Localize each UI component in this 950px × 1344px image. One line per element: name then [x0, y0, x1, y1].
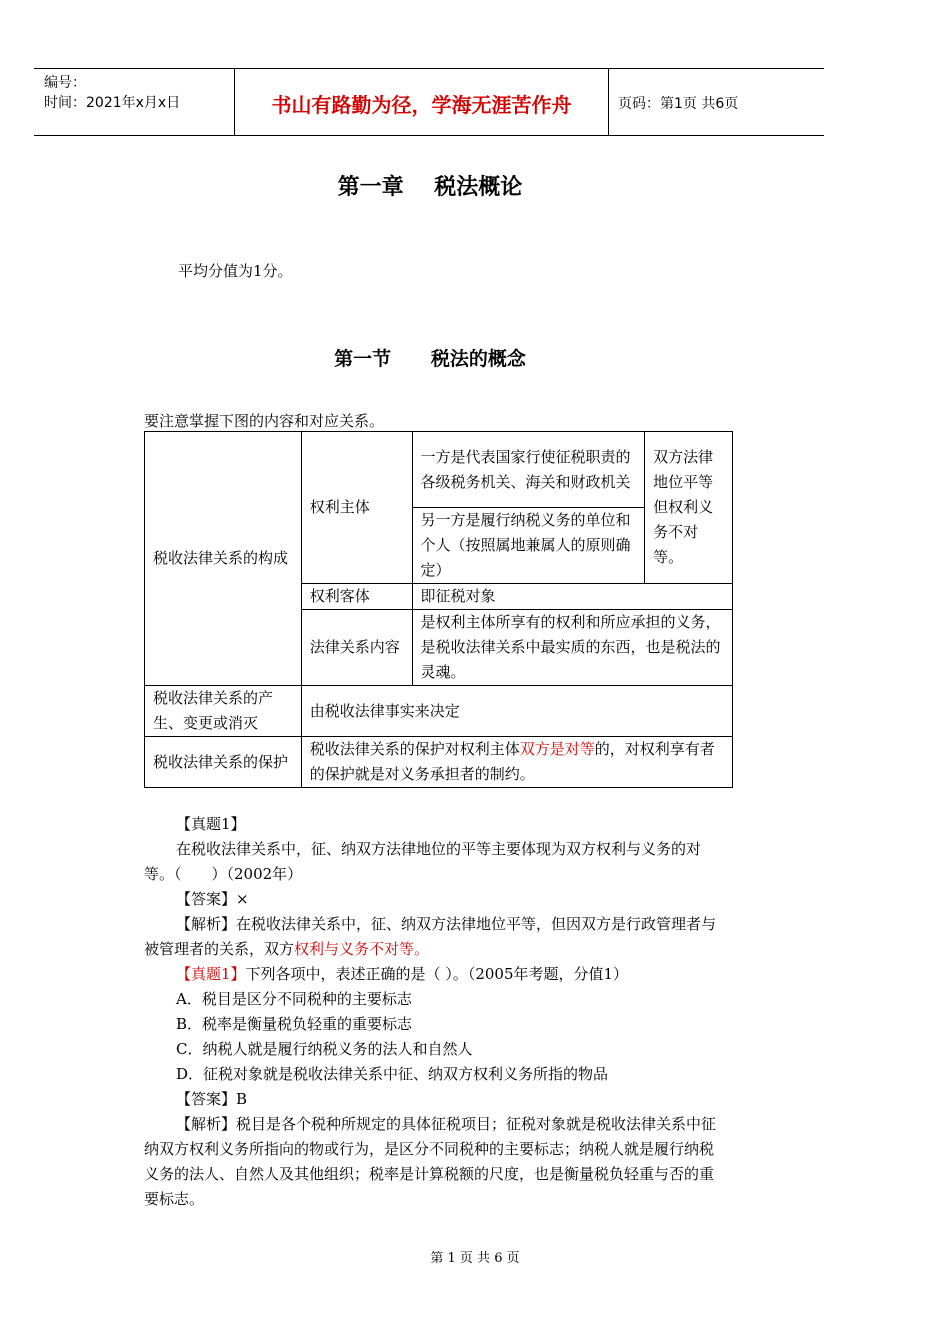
header-divider [608, 69, 609, 136]
q2-label: 【真题1】 [176, 965, 246, 983]
cell-composition: 税收法律关系的构成 [145, 432, 302, 686]
q1-analysis-red: 权利与义务不对等。 [294, 940, 430, 958]
q2-option: C．纳税人就是履行纳税义务的法人和自然人 [176, 1040, 473, 1058]
cell-protect-value [301, 737, 732, 788]
average-score: 平均分值为1分。 [178, 262, 293, 280]
header-page-label: 页码：第1页 共6页 [618, 96, 739, 112]
protect-text-red: 双方是对等 [519, 740, 595, 758]
q2-answer: 【答案】B [176, 1090, 248, 1108]
cell-change: 税收法律关系的产生、变更或消灭 [145, 686, 302, 737]
q2-option: A．税目是区分不同税种的主要标志 [176, 990, 412, 1008]
header-motto: 书山有路勤为径，学海无涯苦作舟 [271, 93, 572, 117]
protect-text-post: 的，对权利享有者的保护就是对义务承担者的制约。 [309, 740, 715, 783]
cell-protect: 税收法律关系的保护 [145, 737, 302, 788]
q2-question [144, 962, 719, 987]
cell-subject-a: 一方是代表国家行使征税职责的各级税务机关、海关和财政机关 [412, 432, 645, 508]
relation-table [144, 431, 733, 788]
exam-questions [144, 812, 719, 1212]
page-footer: 第 1 页 共 6 页 [430, 1251, 520, 1266]
chapter-title: 第一章 税法概论 [337, 175, 523, 200]
section-title: 第一节 税法的概念 [334, 348, 526, 370]
cell-object-value: 即征税对象 [412, 584, 732, 610]
header-box [34, 68, 824, 136]
cell-content-value: 是权利主体所享有的权利和所应承担的义务，是税收法律关系中最实质的东西，也是税法的灵魂。 [412, 610, 732, 686]
header-meta [44, 73, 180, 113]
time-label: 时间：2021年x月x日 [44, 95, 181, 111]
q1-text: 在税收法律关系中，征、纳双方法律地位的平等主要体现为双方权利与义务的对等。（ ）（2002年） [144, 840, 702, 883]
q1-label: 【真题1】 [176, 815, 246, 833]
q1-answer: 【答案】× [176, 890, 249, 908]
q2-text: 下列各项中，表述正确的是（ ）。（2005年考题，分值1） [245, 965, 629, 983]
table-row [145, 686, 733, 737]
q2-option: D．征税对象就是税收法律关系中征、纳双方权利义务所指的物品 [176, 1065, 609, 1083]
cell-subject-b: 另一方是履行纳税义务的单位和个人（按照属地兼属人的原则确定） [412, 508, 645, 584]
q2-option: B．税率是衡量税负轻重的重要标志 [176, 1015, 413, 1033]
q1-analysis [144, 912, 719, 962]
cell-content: 法律关系内容 [301, 610, 412, 686]
q2-analysis: 【解析】税目是各个税种所规定的具体征税项目；征税对象就是税收法律关系中征纳双方权利义务所指向的物或行为，是区分不同税种的主要标志；纳税人就是履行纳税义务的法人、自然人及其他组织；税率是计算税额的尺度，也是衡量税负轻重与否的重要标志。 [144, 1115, 717, 1208]
cell-object: 权利客体 [301, 584, 412, 610]
cell-subject-note: 双方法律地位平等但权利义务不对等。 [645, 432, 733, 584]
cell-change-value: 由税收法律事实来决定 [301, 686, 732, 737]
table-row [145, 432, 733, 508]
table-note: 要注意掌握下图的内容和对应关系。 [144, 412, 385, 430]
table-row [145, 737, 733, 788]
cell-subject: 权利主体 [301, 432, 412, 584]
number-label: 编号： [44, 75, 86, 91]
q1-analysis-pre: 【解析】在税收法律关系中，征、纳双方法律地位平等，但因双方是行政管理者与被管理者的关系，双方 [144, 915, 717, 958]
protect-text-pre: 税收法律关系的保护对权利主体 [309, 740, 520, 758]
